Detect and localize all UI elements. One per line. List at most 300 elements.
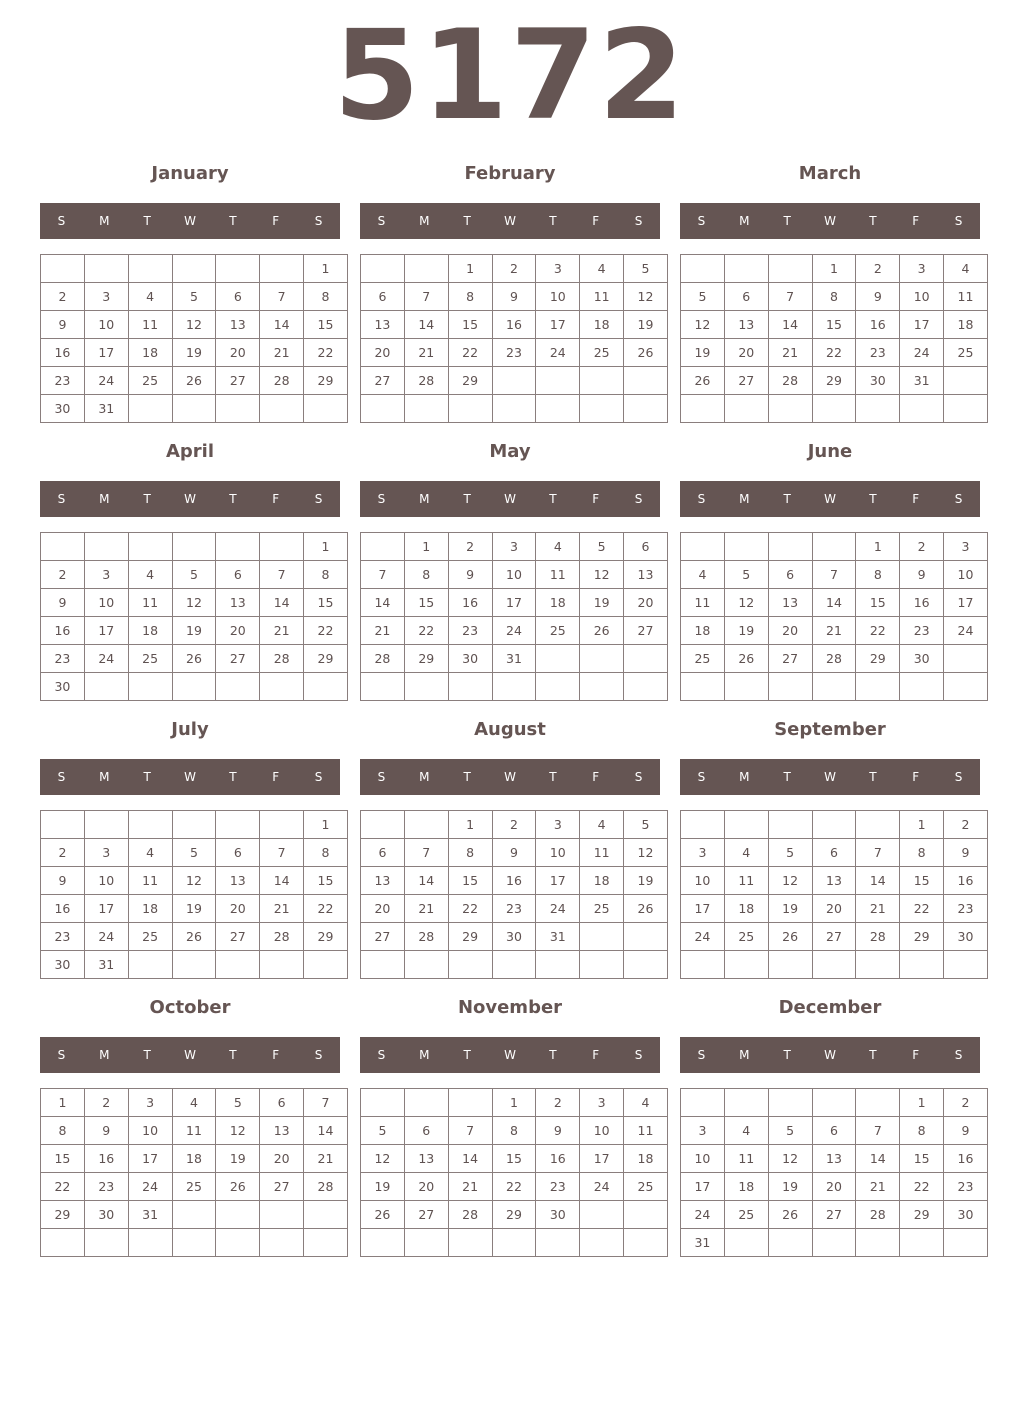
day-cell: 17	[900, 311, 944, 339]
day-cell	[304, 395, 348, 423]
day-cell: 28	[361, 645, 405, 673]
day-cell: 4	[580, 255, 624, 283]
day-cell: 6	[216, 283, 260, 311]
week-row	[681, 367, 988, 395]
day-cell: 5	[768, 1117, 812, 1145]
day-cell: 19	[724, 617, 768, 645]
day-cell: 12	[624, 283, 668, 311]
day-cell: 15	[448, 867, 492, 895]
day-cell: 11	[724, 1145, 768, 1173]
weekday-header	[360, 203, 660, 239]
day-cell: 31	[536, 923, 580, 951]
day-cell: 10	[84, 311, 128, 339]
day-cell: 18	[944, 311, 988, 339]
weekday-label: F	[912, 770, 920, 784]
day-cell: 4	[580, 811, 624, 839]
day-cell: 26	[216, 1173, 260, 1201]
day-cell	[172, 533, 216, 561]
day-cell: 22	[900, 1173, 944, 1201]
day-cell: 25	[681, 645, 725, 673]
week-row	[361, 589, 668, 617]
week-row	[681, 645, 988, 673]
day-cell	[216, 1229, 260, 1257]
weekday-label: T	[143, 770, 151, 784]
day-cell: 4	[128, 839, 172, 867]
week-row	[681, 1201, 988, 1229]
day-cell: 8	[492, 1117, 536, 1145]
day-cell: 19	[624, 311, 668, 339]
weekday-label: M	[739, 770, 750, 784]
day-cell: 15	[448, 311, 492, 339]
weekday-header	[680, 1037, 980, 1073]
day-cell: 31	[84, 395, 128, 423]
week-row	[681, 283, 988, 311]
day-cell: 26	[580, 617, 624, 645]
day-cell: 8	[448, 283, 492, 311]
day-cell: 31	[84, 951, 128, 979]
day-cell: 21	[260, 339, 304, 367]
week-row	[681, 617, 988, 645]
weekday-label: M	[99, 492, 110, 506]
day-cell: 8	[900, 1117, 944, 1145]
day-cell: 7	[856, 1117, 900, 1145]
day-cell: 15	[900, 1145, 944, 1173]
day-cell: 24	[536, 895, 580, 923]
day-cell: 30	[536, 1201, 580, 1229]
day-cell: 17	[128, 1145, 172, 1173]
day-cell: 14	[856, 867, 900, 895]
weekday-label: W	[504, 1048, 516, 1062]
day-cell: 20	[812, 895, 856, 923]
week-row	[361, 283, 668, 311]
day-cell: 18	[580, 311, 624, 339]
day-cell: 1	[304, 811, 348, 839]
day-cell: 30	[448, 645, 492, 673]
day-cell	[768, 1229, 812, 1257]
day-cell	[260, 951, 304, 979]
day-cell: 29	[492, 1201, 536, 1229]
weekday-label: W	[184, 492, 196, 506]
day-cell: 12	[681, 311, 725, 339]
day-cell	[812, 1229, 856, 1257]
week-row	[361, 1089, 668, 1117]
day-cell	[260, 533, 304, 561]
day-cell	[361, 811, 405, 839]
day-cell: 25	[128, 923, 172, 951]
week-row	[41, 561, 348, 589]
day-cell: 31	[681, 1229, 725, 1257]
day-cell: 14	[404, 867, 448, 895]
day-cell: 6	[260, 1089, 304, 1117]
day-cell: 18	[172, 1145, 216, 1173]
day-cell: 27	[260, 1173, 304, 1201]
day-cell: 29	[41, 1201, 85, 1229]
day-cell: 29	[856, 645, 900, 673]
weekday-label: S	[954, 770, 963, 784]
day-grid	[360, 532, 668, 701]
day-cell	[448, 1229, 492, 1257]
day-cell: 20	[216, 339, 260, 367]
day-cell: 26	[768, 1201, 812, 1229]
day-cell: 9	[41, 867, 85, 895]
day-cell	[260, 1201, 304, 1229]
week-row	[681, 589, 988, 617]
day-cell	[681, 533, 725, 561]
day-cell: 21	[304, 1145, 348, 1173]
day-cell	[768, 1089, 812, 1117]
day-cell: 2	[944, 1089, 988, 1117]
day-cell: 22	[304, 895, 348, 923]
day-cell	[944, 1229, 988, 1257]
day-cell: 8	[304, 561, 348, 589]
day-grid	[680, 254, 988, 423]
day-cell: 17	[681, 895, 725, 923]
day-cell	[812, 533, 856, 561]
day-cell	[128, 811, 172, 839]
weekday-label: F	[272, 770, 280, 784]
day-cell: 13	[812, 1145, 856, 1173]
day-cell: 6	[768, 561, 812, 589]
day-cell	[128, 951, 172, 979]
day-cell	[944, 951, 988, 979]
weekday-label: T	[549, 1048, 557, 1062]
week-row	[41, 339, 348, 367]
day-cell: 2	[536, 1089, 580, 1117]
day-cell: 1	[404, 533, 448, 561]
day-cell: 3	[580, 1089, 624, 1117]
week-row	[361, 395, 668, 423]
day-cell: 5	[172, 561, 216, 589]
day-cell	[448, 395, 492, 423]
day-cell: 24	[84, 367, 128, 395]
day-cell	[41, 1229, 85, 1257]
day-cell: 29	[900, 1201, 944, 1229]
day-cell: 10	[681, 867, 725, 895]
day-cell: 18	[624, 1145, 668, 1173]
day-cell: 22	[492, 1173, 536, 1201]
day-cell: 7	[361, 561, 405, 589]
day-cell: 2	[900, 533, 944, 561]
day-cell: 6	[812, 839, 856, 867]
day-cell	[768, 811, 812, 839]
weekday-label: T	[783, 492, 791, 506]
day-cell	[900, 673, 944, 701]
day-cell: 13	[216, 589, 260, 617]
day-cell: 21	[404, 895, 448, 923]
day-cell	[361, 1229, 405, 1257]
year-title: 5172	[333, 4, 687, 148]
day-cell: 8	[41, 1117, 85, 1145]
day-grid	[680, 532, 988, 701]
day-cell	[856, 395, 900, 423]
day-cell: 25	[128, 367, 172, 395]
day-cell: 4	[128, 561, 172, 589]
month-name: October	[149, 997, 231, 1018]
day-cell: 26	[172, 367, 216, 395]
day-cell: 25	[172, 1173, 216, 1201]
day-cell: 9	[856, 283, 900, 311]
day-cell	[900, 951, 944, 979]
week-row	[41, 895, 348, 923]
month-name: November	[457, 997, 563, 1018]
day-cell	[404, 673, 448, 701]
day-grid	[680, 810, 988, 979]
day-cell: 12	[361, 1145, 405, 1173]
day-cell: 15	[856, 589, 900, 617]
day-cell: 28	[448, 1201, 492, 1229]
day-cell: 10	[536, 839, 580, 867]
week-row	[681, 1173, 988, 1201]
day-cell: 11	[724, 867, 768, 895]
day-cell	[944, 673, 988, 701]
day-cell	[361, 255, 405, 283]
day-grid	[360, 254, 668, 423]
day-cell: 5	[580, 533, 624, 561]
day-cell: 14	[768, 311, 812, 339]
day-cell: 3	[84, 839, 128, 867]
day-cell: 21	[768, 339, 812, 367]
day-cell: 11	[128, 311, 172, 339]
day-cell: 1	[900, 811, 944, 839]
weekday-label: W	[184, 214, 196, 228]
day-cell: 5	[172, 283, 216, 311]
day-cell: 13	[216, 867, 260, 895]
week-row	[361, 561, 668, 589]
week-row	[681, 867, 988, 895]
day-cell: 9	[900, 561, 944, 589]
day-cell: 22	[448, 339, 492, 367]
day-cell: 7	[768, 283, 812, 311]
day-cell: 15	[492, 1145, 536, 1173]
week-row	[681, 395, 988, 423]
weekday-label: T	[229, 770, 237, 784]
week-row	[361, 951, 668, 979]
week-row	[361, 339, 668, 367]
week-row	[361, 617, 668, 645]
day-cell: 12	[624, 839, 668, 867]
day-cell: 13	[404, 1145, 448, 1173]
day-grid	[360, 1088, 668, 1257]
day-cell: 20	[768, 617, 812, 645]
weekday-label: T	[463, 492, 471, 506]
day-cell	[84, 811, 128, 839]
day-cell: 5	[624, 255, 668, 283]
day-cell: 13	[624, 561, 668, 589]
day-cell: 26	[361, 1201, 405, 1229]
weekday-label: F	[592, 770, 600, 784]
day-cell: 11	[580, 283, 624, 311]
weekday-label: S	[57, 214, 66, 228]
day-cell: 11	[624, 1117, 668, 1145]
day-cell: 16	[944, 867, 988, 895]
week-row	[41, 367, 348, 395]
day-cell: 25	[580, 339, 624, 367]
day-cell	[724, 1229, 768, 1257]
day-cell: 23	[41, 367, 85, 395]
day-cell: 24	[944, 617, 988, 645]
day-cell: 7	[404, 283, 448, 311]
day-cell: 8	[812, 283, 856, 311]
week-row	[361, 255, 668, 283]
day-cell: 6	[216, 839, 260, 867]
weekday-header	[680, 481, 980, 517]
day-cell: 25	[128, 645, 172, 673]
day-cell: 19	[216, 1145, 260, 1173]
day-cell: 7	[260, 561, 304, 589]
day-cell: 11	[681, 589, 725, 617]
day-cell	[900, 395, 944, 423]
day-cell	[304, 951, 348, 979]
day-cell: 27	[216, 923, 260, 951]
day-cell: 23	[492, 339, 536, 367]
day-cell	[448, 673, 492, 701]
day-cell: 2	[41, 561, 85, 589]
weekday-label: T	[229, 1048, 237, 1062]
day-cell	[580, 645, 624, 673]
day-cell	[580, 395, 624, 423]
weekday-header	[360, 481, 660, 517]
day-cell: 17	[84, 339, 128, 367]
day-cell: 10	[84, 867, 128, 895]
day-grid	[40, 1088, 348, 1257]
day-cell	[944, 367, 988, 395]
day-cell	[216, 811, 260, 839]
weekday-label: W	[504, 770, 516, 784]
day-cell: 17	[944, 589, 988, 617]
weekday-label: S	[314, 214, 323, 228]
weekday-header	[40, 759, 340, 795]
day-cell	[812, 951, 856, 979]
week-row	[41, 923, 348, 951]
week-row	[361, 811, 668, 839]
day-cell	[624, 1229, 668, 1257]
weekday-header	[680, 759, 980, 795]
day-cell: 30	[856, 367, 900, 395]
weekday-label: S	[377, 214, 386, 228]
day-cell: 14	[260, 589, 304, 617]
day-cell: 28	[404, 367, 448, 395]
week-row	[41, 839, 348, 867]
day-cell: 19	[768, 895, 812, 923]
day-cell	[768, 951, 812, 979]
week-row	[361, 923, 668, 951]
day-cell	[681, 395, 725, 423]
day-cell: 4	[128, 283, 172, 311]
weekday-label: S	[377, 770, 386, 784]
day-cell	[580, 673, 624, 701]
day-cell: 5	[724, 561, 768, 589]
weekday-label: S	[377, 492, 386, 506]
week-row	[361, 1173, 668, 1201]
weekday-label: T	[143, 492, 151, 506]
weekday-label: M	[739, 1048, 750, 1062]
weekday-label: M	[99, 214, 110, 228]
day-cell	[216, 951, 260, 979]
day-cell: 12	[172, 311, 216, 339]
day-cell	[216, 1201, 260, 1229]
week-row	[681, 533, 988, 561]
day-cell: 7	[812, 561, 856, 589]
day-cell	[580, 1201, 624, 1229]
week-row	[681, 923, 988, 951]
day-cell: 19	[172, 339, 216, 367]
day-cell: 5	[681, 283, 725, 311]
day-cell: 21	[856, 1173, 900, 1201]
day-cell	[812, 1089, 856, 1117]
day-cell: 14	[260, 867, 304, 895]
day-cell: 8	[404, 561, 448, 589]
weekday-label: T	[869, 492, 877, 506]
day-cell: 2	[856, 255, 900, 283]
weekday-label: T	[143, 1048, 151, 1062]
day-grid	[360, 810, 668, 979]
day-cell: 10	[492, 561, 536, 589]
week-row	[361, 1201, 668, 1229]
day-cell: 19	[172, 895, 216, 923]
weekday-label: M	[419, 770, 430, 784]
weekday-label: T	[229, 214, 237, 228]
day-cell	[128, 673, 172, 701]
day-cell: 26	[172, 923, 216, 951]
week-row	[41, 395, 348, 423]
week-row	[41, 1089, 348, 1117]
week-row	[681, 673, 988, 701]
day-cell: 16	[492, 867, 536, 895]
day-cell: 6	[624, 533, 668, 561]
day-cell: 23	[492, 895, 536, 923]
day-cell: 28	[856, 1201, 900, 1229]
day-cell: 2	[944, 811, 988, 839]
day-cell: 22	[856, 617, 900, 645]
week-row	[41, 1201, 348, 1229]
day-cell	[724, 673, 768, 701]
week-row	[681, 951, 988, 979]
day-cell: 2	[492, 255, 536, 283]
day-cell: 7	[304, 1089, 348, 1117]
day-cell: 14	[812, 589, 856, 617]
day-cell: 13	[216, 311, 260, 339]
week-row	[361, 1229, 668, 1257]
day-cell: 23	[944, 895, 988, 923]
weekday-label: S	[57, 492, 66, 506]
day-cell: 16	[900, 589, 944, 617]
day-cell: 3	[128, 1089, 172, 1117]
day-cell: 16	[856, 311, 900, 339]
day-cell: 1	[900, 1089, 944, 1117]
weekday-label: F	[592, 1048, 600, 1062]
day-cell: 21	[812, 617, 856, 645]
day-cell: 20	[404, 1173, 448, 1201]
day-cell: 6	[361, 283, 405, 311]
day-cell	[172, 1229, 216, 1257]
day-cell: 23	[536, 1173, 580, 1201]
day-cell	[492, 673, 536, 701]
day-cell: 15	[900, 867, 944, 895]
day-cell	[361, 951, 405, 979]
day-cell	[944, 395, 988, 423]
day-cell: 27	[724, 367, 768, 395]
day-cell	[724, 811, 768, 839]
weekday-label: S	[314, 770, 323, 784]
day-cell: 10	[84, 589, 128, 617]
day-cell	[404, 951, 448, 979]
day-cell	[361, 395, 405, 423]
day-cell: 23	[448, 617, 492, 645]
day-cell: 29	[304, 645, 348, 673]
weekday-label: W	[824, 1048, 836, 1062]
weekday-label: T	[463, 214, 471, 228]
day-cell	[172, 951, 216, 979]
